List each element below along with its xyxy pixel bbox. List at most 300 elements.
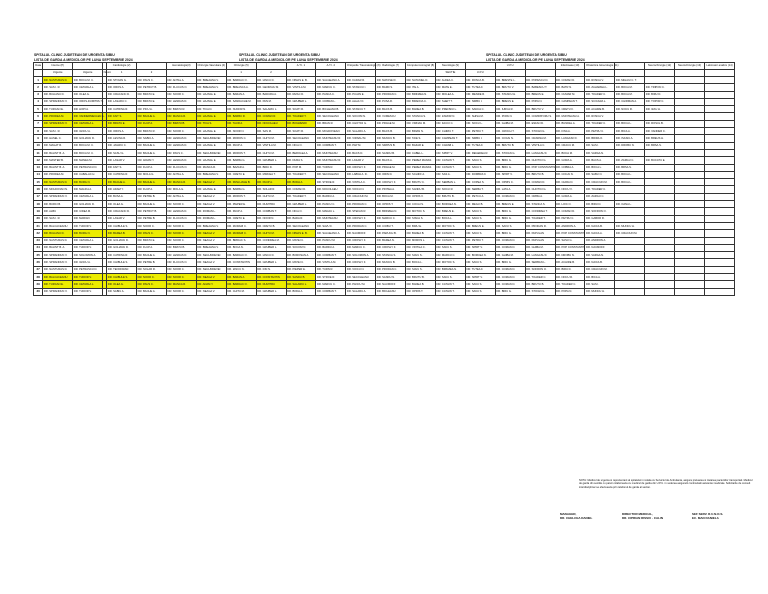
doctor-cell: DR. ALBU bbox=[43, 208, 73, 215]
doctor-cell: DR. GORA A. bbox=[555, 193, 585, 200]
doctor-cell: DR. NOOR C. bbox=[166, 91, 196, 98]
doctor-cell: DR. BIRU D. bbox=[555, 266, 585, 273]
doctor-cell: DR. ROMAN L. bbox=[196, 208, 226, 215]
doctor-cell: DR. STEFAN R. bbox=[346, 208, 376, 215]
doctor-cell: DR. BRUTU B. bbox=[525, 171, 555, 178]
doctor-cell: DR. ROSUL B. bbox=[645, 120, 675, 127]
doctor-cell: DR. TURN R. bbox=[316, 266, 346, 273]
column-header: Hematologie(3) bbox=[166, 63, 196, 70]
doctor-cell: DR. BURCI B. bbox=[43, 201, 73, 208]
doctor-cell: DR. VOICU N. bbox=[346, 266, 376, 273]
doctor-cell: DR. TOPOR C. bbox=[645, 98, 675, 105]
doctor-cell: DR. PAPULAN bbox=[525, 237, 555, 244]
doctor-cell: DR. BOGRENDI bbox=[286, 120, 316, 127]
doctor-cell: DR. BOCA M. bbox=[615, 91, 645, 98]
doctor-cell: DR. BREAHNA V. bbox=[196, 77, 226, 84]
doctor-cell: DR. GRUBER L. bbox=[256, 244, 286, 251]
doctor-cell: DR. NOOR N. bbox=[226, 128, 256, 135]
doctor-cell: DR. CHOTICI G. bbox=[525, 186, 555, 193]
doctor-cell: DR. PICU A. bbox=[137, 106, 167, 113]
day-cell: 21 bbox=[34, 222, 43, 229]
doctor-cell bbox=[615, 193, 645, 200]
table-row bbox=[34, 91, 735, 98]
doctor-cell: DR. ROSCA B. bbox=[465, 77, 495, 84]
doctor-cell: DR. MUNTEANU bbox=[316, 215, 346, 222]
doctor-cell: DR. VINTILA C. bbox=[525, 142, 555, 149]
doctor-cell: DR. NEAGA V. bbox=[196, 288, 226, 295]
doctor-cell: DR. LANGASU F. bbox=[525, 149, 555, 156]
doctor-cell bbox=[675, 164, 705, 171]
doctor-cell: DR. HAJNAL E. bbox=[196, 142, 226, 149]
doctor-cell: DR. BRIRA O. bbox=[585, 135, 615, 142]
doctor-cell: DR. ANTAL A. bbox=[166, 171, 196, 178]
table-row bbox=[34, 281, 735, 288]
list-title: LISTA DE GARDA A MEDICILOR PE LUNA SEPTEMBRIE 2024 bbox=[486, 57, 585, 62]
doctor-cell: DR. HAJNAL E. bbox=[196, 91, 226, 98]
doctor-cell bbox=[675, 120, 705, 127]
day-cell: 13 bbox=[34, 164, 43, 171]
column-subheader bbox=[346, 70, 376, 77]
doctor-cell: DR. LASAR V. bbox=[346, 157, 376, 164]
doctor-cell: DR. LATA A. bbox=[495, 186, 525, 193]
doctor-cell: DR. NOCU V. bbox=[555, 186, 585, 193]
doctor-cell bbox=[704, 157, 734, 164]
doctor-cell: DR. PUSA R. bbox=[376, 98, 406, 105]
doctor-cell: DR. CRETU E. bbox=[226, 171, 256, 178]
doctor-cell: DR. SANDACHE M. bbox=[226, 98, 256, 105]
table-row bbox=[34, 237, 735, 244]
doctor-cell: DR. GOLIANU D. bbox=[73, 135, 103, 142]
doctor-cell: DR. BRATU B. bbox=[166, 120, 196, 127]
doctor-cell: DR. MUNCU H. bbox=[615, 222, 645, 229]
column-header bbox=[465, 63, 495, 70]
doctor-cell: DR. SABIU A. bbox=[137, 135, 167, 142]
signature-manager bbox=[560, 512, 592, 520]
doctor-cell: DR. MANCA R. bbox=[166, 179, 196, 186]
doctor-cell: DR. BREUS H. bbox=[645, 135, 675, 142]
doctor-cell: DR. MANAU L. bbox=[316, 208, 346, 215]
doctor-cell bbox=[675, 288, 705, 295]
doctor-cell: DR. FLUP A. bbox=[137, 120, 167, 127]
doctor-cell bbox=[675, 215, 705, 222]
doctor-cell: DR. LENDAS D. bbox=[166, 252, 196, 259]
day-cell: 7 bbox=[34, 120, 43, 127]
doctor-cell: DR. TOADER T. bbox=[286, 113, 316, 120]
doctor-cell: DR. BATR N. bbox=[555, 84, 585, 91]
doctor-cell: DR. NEAGA V. bbox=[196, 237, 226, 244]
doctor-cell: DR. BRINZEA N. bbox=[376, 208, 406, 215]
doctor-cell: DR. OPRIS V. bbox=[406, 193, 436, 200]
doctor-cell: DR. MATEI C. bbox=[286, 237, 316, 244]
doctor-cell: DR. TUDOR V. bbox=[73, 244, 103, 251]
doctor-cell: DR. SABIU A. bbox=[107, 288, 137, 295]
doctor-cell bbox=[704, 274, 734, 281]
doctor-cell: DR. SHEIT T. bbox=[435, 98, 465, 105]
column-subheader: 1 bbox=[226, 70, 256, 77]
doctor-cell: DR. MASTER B. bbox=[43, 157, 73, 164]
doctor-cell: DR. GOLIANU D. bbox=[73, 201, 103, 208]
doctor-cell: DR. CATHIN T. bbox=[435, 281, 465, 288]
doctor-cell: DR. MOTOC S. bbox=[435, 222, 465, 229]
doctor-cell bbox=[645, 244, 675, 251]
hospital-header-3 bbox=[486, 53, 585, 62]
doctor-cell bbox=[675, 149, 705, 156]
doctor-cell: DR. STOIAN G. bbox=[525, 288, 555, 295]
doctor-cell: DR. SIRBU I. bbox=[465, 98, 495, 105]
doctor-cell: DR. BARBA G. bbox=[226, 157, 256, 164]
doctor-cell: DR. VARGA N. bbox=[585, 252, 615, 259]
doctor-cell: DR. TAIE S. bbox=[406, 135, 436, 142]
doctor-cell: DR. SANDU B. bbox=[376, 149, 406, 156]
doctor-cell: DR. NASTURAS D. bbox=[43, 77, 73, 84]
doctor-cell: DR. LASAR V. bbox=[107, 157, 137, 164]
doctor-cell: DR. VIRNAU M. bbox=[406, 120, 436, 127]
doctor-cell: DR. SAVU S. bbox=[465, 259, 495, 266]
doctor-cell: DR. CROSLY F. bbox=[346, 237, 376, 244]
doctor-cell: DR. NAUMOFF bbox=[585, 244, 615, 251]
doctor-cell: DR. SPRANDUN V. bbox=[43, 98, 73, 105]
doctor-cell: DR. NOOR C. bbox=[166, 201, 196, 208]
doctor-cell: DR. MATEI C. bbox=[286, 259, 316, 266]
doctor-cell: DR. MANEA M. bbox=[73, 157, 103, 164]
column-subheader: Neuro bbox=[103, 70, 107, 77]
doctor-cell: DR. ACHIRE B. bbox=[585, 106, 615, 113]
doctor-cell: DR. GEORGIU M. bbox=[256, 84, 286, 91]
doctor-cell: DR. SOATI R. bbox=[286, 128, 316, 135]
doctor-cell: DR. CRACANC D. bbox=[107, 91, 137, 98]
day-cell: 5 bbox=[34, 106, 43, 113]
doctor-cell: DR. SAVU S. bbox=[465, 157, 495, 164]
doctor-cell bbox=[645, 281, 675, 288]
doctor-cell: DR. SALARU A. bbox=[346, 128, 376, 135]
doctor-cell bbox=[675, 98, 705, 105]
doctor-cell: DR. PAUP A. bbox=[226, 142, 256, 149]
column-header: Chirurgie (5) bbox=[226, 63, 256, 70]
doctor-cell: DR. BARBA G. bbox=[226, 186, 256, 193]
table-row bbox=[34, 222, 735, 229]
doctor-cell: DR. CORBAN T. bbox=[316, 252, 346, 259]
doctor-cell: DR. POPA N. bbox=[525, 98, 555, 105]
doctor-cell bbox=[645, 149, 675, 156]
doctor-cell: DR. BAZAR A. bbox=[226, 164, 256, 171]
doctor-cell: DR. BOCA N. bbox=[226, 244, 256, 251]
doctor-cell: DR. BALCACEANU bbox=[43, 274, 73, 281]
doctor-cell: DR. BACHE A. bbox=[137, 142, 167, 149]
doctor-cell: DR. PAPULAN bbox=[525, 230, 555, 237]
doctor-cell: DR. MUNCU B. bbox=[376, 135, 406, 142]
doctor-cell: DR. BOCA L. bbox=[615, 171, 645, 178]
doctor-cell bbox=[645, 222, 675, 229]
doctor-cell: DR. SAVU S. bbox=[465, 208, 495, 215]
doctor-cell bbox=[645, 252, 675, 259]
duty-roster-table bbox=[33, 62, 735, 296]
doctor-cell: DR. NIMAS E. B. bbox=[286, 77, 316, 84]
doctor-cell: DR. MUNTEANU R. bbox=[316, 157, 346, 164]
column-subheader bbox=[704, 70, 734, 77]
doctor-cell: DR. BADEA B. bbox=[406, 230, 436, 237]
doctor-cell: DR. PRODEA M. bbox=[43, 171, 73, 178]
doctor-cell bbox=[615, 274, 645, 281]
doctor-cell: DR. BADURA A. bbox=[256, 91, 286, 98]
doctor-cell: DR. RIZAC D. bbox=[286, 91, 316, 98]
doctor-cell: DR. NATANIEL D. bbox=[406, 77, 436, 84]
doctor-cell: DR. PAUP A. bbox=[226, 208, 256, 215]
doctor-cell bbox=[615, 215, 645, 222]
doctor-cell bbox=[675, 208, 705, 215]
table-row bbox=[34, 201, 735, 208]
doctor-cell: DR. BURG N. bbox=[73, 179, 103, 186]
day-cell: 1 bbox=[34, 77, 43, 84]
doctor-cell bbox=[704, 171, 734, 178]
day-cell: 3 bbox=[34, 91, 43, 98]
column-subheader bbox=[376, 70, 406, 77]
doctor-cell: DR. PRODAN C. bbox=[346, 222, 376, 229]
doctor-cell: DR. VOICU N. bbox=[346, 186, 376, 193]
table-row bbox=[34, 120, 735, 127]
doctor-cell: DR. TUDOR V. bbox=[73, 274, 103, 281]
doctor-cell: DR. BRATU E. bbox=[107, 120, 137, 127]
doctor-cell: DR. BIRU E. bbox=[406, 222, 436, 229]
column-header: Radiologie (7) bbox=[376, 63, 406, 70]
doctor-cell: DR. BOCA L. bbox=[585, 164, 615, 171]
doctor-cell: DR. COMAN D. bbox=[555, 77, 585, 84]
doctor-cell: DR. PRAGE M. bbox=[376, 164, 406, 171]
doctor-cell: DR. HOPI A. bbox=[73, 106, 103, 113]
day-cell: 20 bbox=[34, 215, 43, 222]
doctor-cell: DR. COBRA A. bbox=[555, 164, 585, 171]
doctor-cell bbox=[704, 106, 734, 113]
doctor-cell: DR. PRODAN C. bbox=[376, 91, 406, 98]
doctor-cell: DR. MOTOC S. bbox=[406, 208, 436, 215]
doctor-cell: DR. FLUCUS O. bbox=[166, 164, 196, 171]
doctor-cell: DR. BRIDAC S. bbox=[226, 237, 256, 244]
doctor-cell: DR. ANTAL A. bbox=[166, 193, 196, 200]
doctor-cell: DR. BUCATU E. bbox=[645, 157, 675, 164]
doctor-cell: DR. BRATU E. bbox=[137, 237, 167, 244]
doctor-cell: DR. CATHIN T. bbox=[435, 164, 465, 171]
doctor-cell: DR. MANCA R. bbox=[166, 113, 196, 120]
doctor-cell: DR. TRIPON C. bbox=[645, 84, 675, 91]
table-row bbox=[34, 149, 735, 156]
day-cell: 16 bbox=[34, 186, 43, 193]
doctor-cell: DR. MURARI C. bbox=[226, 222, 256, 229]
doctor-cell: DR. BRUTU B. bbox=[435, 193, 465, 200]
doctor-cell: DR. CHITU M. bbox=[256, 230, 286, 237]
doctor-cell: DR. NEAGA V. bbox=[196, 230, 226, 237]
column-subheader: 1 bbox=[107, 70, 137, 77]
doctor-cell: DR. TEODORAN bbox=[107, 266, 137, 273]
doctor-cell: DR. POPA N. bbox=[555, 288, 585, 295]
doctor-cell: DR. PAUP A. bbox=[256, 179, 286, 186]
day-cell: 4 bbox=[34, 98, 43, 105]
doctor-cell bbox=[645, 113, 675, 120]
doctor-cell: DR. PEREZ MANAS bbox=[406, 164, 436, 171]
doctor-cell: DR. LEVINA R. bbox=[107, 135, 137, 142]
doctor-cell: DR. PETRU T. bbox=[465, 237, 495, 244]
doctor-cell bbox=[704, 84, 734, 91]
doctor-cell: DR. POPA N. bbox=[495, 113, 525, 120]
doctor-cell: DR. REGEDEA R. bbox=[465, 149, 495, 156]
doctor-cell: DR. NICA O. bbox=[286, 142, 316, 149]
doctor-cell: DR. VINTILA M. bbox=[316, 259, 346, 266]
doctor-cell: DR. NOOR C. bbox=[166, 222, 196, 229]
column-subheader bbox=[645, 70, 675, 77]
signature-name: DR. CIPRIAN RISSIU - CALIN bbox=[622, 516, 664, 521]
doctor-cell: DR. BADEA N. bbox=[376, 237, 406, 244]
doctor-cell bbox=[645, 201, 675, 208]
doctor-cell bbox=[645, 274, 675, 281]
doctor-cell: DR. NAICA B. bbox=[585, 222, 615, 229]
doctor-cell: DR. BICLEANU B. bbox=[316, 106, 346, 113]
doctor-cell: DR. PRODAN C. bbox=[346, 201, 376, 208]
doctor-cell: DR. LENDAS D. bbox=[166, 142, 196, 149]
column-header: Cardiologie (2) bbox=[107, 63, 137, 70]
doctor-cell: DR. MATASEI F. bbox=[376, 77, 406, 84]
doctor-cell: DR. BOCA M. C. bbox=[73, 149, 103, 156]
doctor-cell bbox=[645, 230, 675, 237]
day-cell: 30 bbox=[34, 288, 43, 295]
doctor-cell: DR. SCHIFF A. bbox=[406, 171, 436, 178]
doctor-cell: DR. BREAHNA V. bbox=[196, 222, 226, 229]
doctor-cell: DR. ANDRON A. bbox=[555, 222, 585, 229]
doctor-cell: DR. NOOR C. bbox=[166, 230, 196, 237]
doctor-cell: DR. GRUBER L. bbox=[256, 288, 286, 295]
doctor-cell bbox=[615, 149, 645, 156]
doctor-cell: DR. OROS A. bbox=[107, 128, 137, 135]
doctor-cell: DR. BACHE A. bbox=[137, 201, 167, 208]
doctor-cell bbox=[645, 186, 675, 193]
doctor-cell: DR. CRACIUN M. bbox=[346, 193, 376, 200]
doctor-cell bbox=[615, 208, 645, 215]
doctor-cell: DR. BARDU A. bbox=[316, 244, 346, 251]
doctor-cell: DR. IANCU N. bbox=[226, 266, 256, 273]
doctor-cell: DR. BRUTU C. bbox=[406, 179, 436, 186]
doctor-cell: DR. SAVU S. bbox=[465, 288, 495, 295]
table-row bbox=[34, 106, 735, 113]
doctor-cell: DR. SPRANDUN V. bbox=[43, 288, 73, 295]
doctor-cell bbox=[704, 77, 734, 84]
doctor-cell bbox=[645, 215, 675, 222]
doctor-cell: DR. ESFAN D. bbox=[525, 120, 555, 127]
doctor-cell: DR. SASU G. bbox=[555, 237, 585, 244]
doctor-cell: DR. BACS A. bbox=[585, 157, 615, 164]
doctor-cell: DR. STANCA S. bbox=[376, 252, 406, 259]
doctor-cell: DR. PETRU C. bbox=[555, 215, 585, 222]
doctor-cell bbox=[675, 106, 705, 113]
hospital-name: SPITALUL CLINIC JUDETEAN DE URGENTA SIBIU bbox=[34, 53, 115, 57]
doctor-cell: DR. CRACU M. bbox=[555, 142, 585, 149]
notes-text: NOTA: Medicul de urgenta si reprezentant al spitalului in relatia cu Serviciul de Ambulanta, asigura preluarea si tratarea pacientilor transportati. Medicul de garda din sectiile cu paturi colaboreaza cu medicul de garda din U.P.U. in vederea asigurarii continuitatii asistentei medicale. Solicitarile de consult interdisciplinar se efectueaza prin telefonul de garda al sectiei. bbox=[579, 479, 753, 489]
column-header: A.T.I. 2 bbox=[316, 63, 346, 70]
doctor-cell: DR. NAICA A. bbox=[585, 230, 615, 237]
doctor-cell: DR. MARCU C. bbox=[376, 215, 406, 222]
doctor-cell: DR. SASU G. bbox=[107, 149, 137, 156]
doctor-cell bbox=[675, 230, 705, 237]
doctor-cell: DR. VARGA N. bbox=[585, 149, 615, 156]
column-header bbox=[256, 63, 286, 70]
doctor-cell: DR. SAS I. bbox=[585, 142, 615, 149]
doctor-cell: DR. ION N. bbox=[256, 266, 286, 273]
doctor-cell: DR. CAMPEAN T. bbox=[435, 135, 465, 142]
doctor-cell: DR. STANCIU I. bbox=[346, 84, 376, 91]
column-subheader: SECTIE bbox=[435, 70, 465, 77]
doctor-cell: DR. SPIRT V. bbox=[465, 244, 495, 251]
doctor-cell: DR. OROS A. bbox=[107, 84, 137, 91]
doctor-cell: DR. MUNTEANU A. bbox=[555, 113, 585, 120]
doctor-cell: DR. LENDAS D. bbox=[166, 208, 196, 215]
table-row bbox=[34, 157, 735, 164]
doctor-cell bbox=[704, 142, 734, 149]
doctor-cell: DR. BRUTU B. bbox=[406, 274, 436, 281]
doctor-cell: DR. CHITU M. bbox=[256, 193, 286, 200]
doctor-cell: DR. LENDAS D. bbox=[166, 135, 196, 142]
doctor-cell bbox=[704, 164, 734, 171]
doctor-cell bbox=[704, 222, 734, 229]
doctor-cell bbox=[675, 171, 705, 178]
doctor-cell bbox=[675, 237, 705, 244]
doctor-cell: DR. GHIBA M. bbox=[495, 252, 525, 259]
column-subheader bbox=[525, 70, 555, 77]
doctor-cell: DR. TUTEA F. bbox=[465, 142, 495, 149]
doctor-cell: DR. BIRU G. bbox=[495, 288, 525, 295]
doctor-cell: DR. TURCAN E. bbox=[43, 106, 73, 113]
day-cell: 18 bbox=[34, 201, 43, 208]
doctor-cell bbox=[675, 252, 705, 259]
doctor-cell: DR. MUNTEANU R. bbox=[316, 135, 346, 142]
signature-medical-director bbox=[622, 512, 663, 520]
doctor-cell: DR. GHIBA M. bbox=[495, 120, 525, 127]
doctor-cell: DR. SEGUNDEVEI bbox=[196, 135, 226, 142]
doctor-cell: DR. SEGUNDEVEI bbox=[196, 252, 226, 259]
doctor-cell: DR. LANGASU F. bbox=[525, 252, 555, 259]
doctor-cell: DR. LENDAS D. bbox=[166, 98, 196, 105]
doctor-cell: DR. CROSLY F. bbox=[346, 164, 376, 171]
table-row bbox=[34, 274, 735, 281]
doctor-cell: DR. CROSLY F. bbox=[376, 179, 406, 186]
doctor-cell: DR. ADAM Y. bbox=[196, 281, 226, 288]
doctor-cell: DR. MATE E. bbox=[435, 84, 465, 91]
doctor-cell: DR. SAVU S. bbox=[465, 230, 495, 237]
doctor-cell: DR. DROBU N. bbox=[615, 142, 645, 149]
doctor-cell: DR. FLUCUS O. bbox=[166, 215, 196, 222]
doctor-cell: DR. CROSLY F. bbox=[376, 244, 406, 251]
doctor-cell: DR. TICA S. bbox=[196, 120, 226, 127]
doctor-cell: DR. NOOR C. bbox=[166, 128, 196, 135]
doctor-cell: DR. KADAR R. bbox=[346, 77, 376, 84]
doctor-cell: DR. SANDU N. bbox=[376, 274, 406, 281]
doctor-cell: DR. BARDAC O. bbox=[226, 77, 256, 84]
doctor-cell: DR. COMAN D. bbox=[286, 186, 316, 193]
doctor-cell: DR. CETARLA L. bbox=[73, 281, 103, 288]
doctor-cell bbox=[675, 113, 705, 120]
day-cell: 29 bbox=[34, 281, 43, 288]
doctor-cell: DR. BARAN A. bbox=[226, 274, 256, 281]
doctor-cell: DR. ANTAL A. bbox=[166, 77, 196, 84]
doctor-cell: DR. BACHE A. bbox=[137, 252, 167, 259]
doctor-cell: DR. OANA L. bbox=[615, 201, 645, 208]
doctor-cell: DR. TUTEA F. bbox=[465, 266, 495, 273]
doctor-cell: DR. OPRIS T. bbox=[376, 201, 406, 208]
doctor-cell: DR. TURCAN E. bbox=[43, 281, 73, 288]
column-header bbox=[615, 63, 645, 70]
column-header: Data bbox=[34, 63, 43, 70]
doctor-cell: DR. BRUTU B. bbox=[495, 142, 525, 149]
doctor-cell: DR. POPESCU D. bbox=[525, 77, 555, 84]
doctor-cell: DR. TOADER C. bbox=[585, 186, 615, 193]
doctor-cell: DR. STANCA S. bbox=[406, 113, 436, 120]
subheader-row bbox=[34, 70, 735, 77]
doctor-cell: DR. CHIRIC T. bbox=[435, 128, 465, 135]
